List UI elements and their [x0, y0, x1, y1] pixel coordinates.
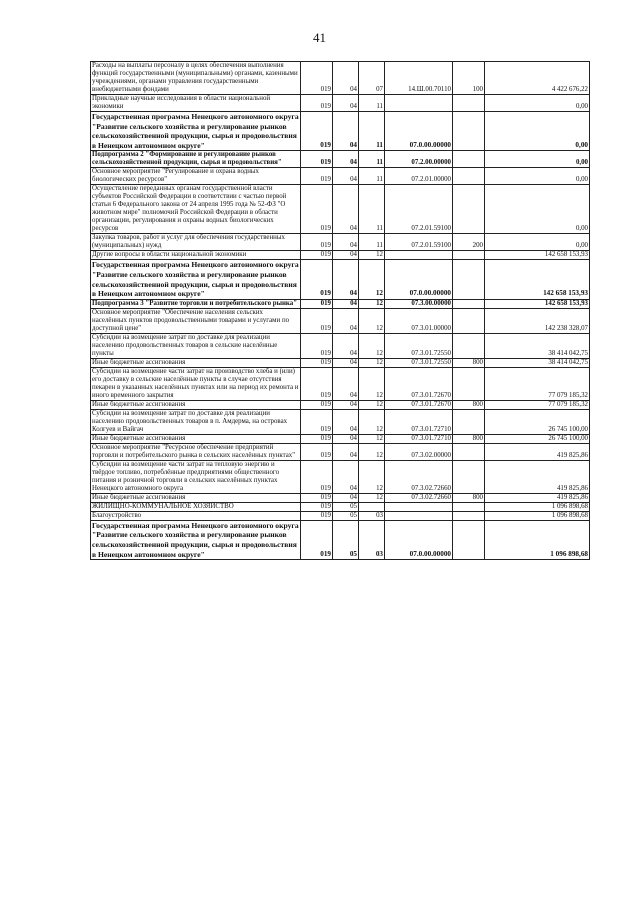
- table-row: [91, 400, 590, 409]
- row-name: Основное мероприятие "Регулирование и охрана водных биологических ресурсов": [91, 168, 301, 185]
- row-expense-type: [453, 443, 485, 460]
- row-subsection: 12: [359, 400, 385, 409]
- table-row: [91, 358, 590, 367]
- row-expense-type: [453, 168, 485, 185]
- row-expense-type: [453, 95, 485, 112]
- row-expense-type: 800: [453, 493, 485, 502]
- row-subsection: 12: [359, 493, 385, 502]
- row-subsection: [359, 502, 385, 511]
- row-target-article: [385, 251, 453, 260]
- table-row: [91, 443, 590, 460]
- row-expense-type: [453, 460, 485, 493]
- row-target-article: 07.0.00.00000: [385, 260, 453, 299]
- row-section: 05: [333, 502, 359, 511]
- row-amount: 77 079 185,32: [485, 367, 590, 400]
- row-subsection: 11: [359, 185, 385, 234]
- row-target-article: 07.3.01.72670: [385, 367, 453, 400]
- row-expense-type: 200: [453, 234, 485, 251]
- row-expense-type: 800: [453, 400, 485, 409]
- row-subsection: 12: [359, 367, 385, 400]
- row-target-article: 07.2.01.59100: [385, 185, 453, 234]
- row-name: Иные бюджетные ассигнования: [91, 400, 301, 409]
- row-amount: 142 658 153,93: [485, 260, 590, 299]
- table-row: [91, 308, 590, 333]
- row-admin-code: 019: [301, 151, 333, 168]
- row-subsection: 12: [359, 460, 385, 493]
- row-admin-code: 019: [301, 358, 333, 367]
- row-subsection: 11: [359, 112, 385, 151]
- row-target-article: 07.2.00.00000: [385, 151, 453, 168]
- row-name: Благоустройство: [91, 511, 301, 520]
- row-target-article: 07.3.01.72550: [385, 358, 453, 367]
- row-admin-code: 019: [301, 308, 333, 333]
- row-admin-code: 019: [301, 168, 333, 185]
- row-amount: 419 825,86: [485, 443, 590, 460]
- row-expense-type: 800: [453, 358, 485, 367]
- table-row: [91, 168, 590, 185]
- row-section: 04: [333, 151, 359, 168]
- row-subsection: 11: [359, 234, 385, 251]
- row-expense-type: [453, 112, 485, 151]
- row-subsection: 12: [359, 251, 385, 260]
- row-amount: 26 745 100,00: [485, 434, 590, 443]
- row-subsection: 12: [359, 358, 385, 367]
- row-section: 04: [333, 251, 359, 260]
- row-section: 04: [333, 493, 359, 502]
- row-target-article: 07.3.02.00000: [385, 443, 453, 460]
- row-name: Основное мероприятие "Обеспечение населения сельских населённых пунктов продовольственными товарами и услугами по доступной цене": [91, 308, 301, 333]
- row-target-article: 07.3.01.00000: [385, 308, 453, 333]
- row-name: Закупка товаров, работ и услуг для обеспечения государственных (муниципальных) нужд: [91, 234, 301, 251]
- row-section: 04: [333, 95, 359, 112]
- budget-table-body: [91, 62, 590, 560]
- row-amount: 77 079 185,32: [485, 400, 590, 409]
- row-amount: 38 414 042,75: [485, 358, 590, 367]
- row-section: 04: [333, 308, 359, 333]
- row-section: 04: [333, 299, 359, 308]
- row-admin-code: 019: [301, 511, 333, 520]
- row-subsection: 03: [359, 511, 385, 520]
- row-amount: 0,00: [485, 168, 590, 185]
- table-row: [91, 185, 590, 234]
- table-row: [91, 112, 590, 151]
- row-admin-code: 019: [301, 460, 333, 493]
- row-admin-code: 019: [301, 520, 333, 559]
- row-expense-type: [453, 151, 485, 168]
- row-name: Осуществление переданных органам государственной власти субъектов Российской Федерации в соответствии с частью первой статьи 6 Федерального закона от 24 апреля 1995 года № 52-ФЗ "О животном мире" полномочий Российской Федерации в области организации, регулирования и охраны водных биологических ресурсов: [91, 185, 301, 234]
- row-name: Государственная программа Ненецкого автономного округа "Развитие сельского хозяйства и регулирование рынков сельскохозяйственной продукции, сырья и продовольствия в Ненецком автономном округе": [92, 260, 299, 299]
- row-section: 04: [333, 400, 359, 409]
- row-amount: 142 238 328,07: [485, 308, 590, 333]
- row-admin-code: 019: [301, 434, 333, 443]
- row-expense-type: [453, 308, 485, 333]
- budget-table: [90, 61, 590, 560]
- row-section: 04: [333, 112, 359, 151]
- row-section: 04: [333, 168, 359, 185]
- table-row: [91, 367, 590, 400]
- row-target-article: 07.2.01.59100: [385, 234, 453, 251]
- row-name: Государственная программа Ненецкого автономного округа "Развитие сельского хозяйства и регулирование рынков сельскохозяйственной продукции, сырья и продовольствия в Ненецком автономном округе": [92, 520, 299, 559]
- row-subsection: 12: [359, 333, 385, 358]
- row-subsection: 12: [359, 260, 385, 299]
- row-section: 04: [333, 260, 359, 299]
- row-amount: 0,00: [485, 185, 590, 234]
- row-section: 04: [333, 358, 359, 367]
- row-target-article: 07.3.02.72660: [385, 493, 453, 502]
- row-section: 05: [333, 520, 359, 559]
- row-target-article: 07.3.01.72550: [385, 333, 453, 358]
- row-name: Подпрограмма 3 "Развитие торговли и потребительского рынка": [91, 299, 301, 308]
- row-target-article: 07.0.00.00000: [385, 112, 453, 151]
- page-number: 41: [313, 30, 326, 45]
- row-target-article: 07.3.00.00000: [385, 299, 453, 308]
- row-expense-type: [453, 502, 485, 511]
- row-admin-code: 019: [301, 234, 333, 251]
- row-target-article: 07.3.01.72710: [385, 409, 453, 434]
- row-name: Субсидии на возмещение затрат по доставке для реализации населению продовольственных товаров в сельские населённые пункты: [91, 333, 301, 358]
- row-name: Иные бюджетные ассигнования: [91, 434, 301, 443]
- row-section: 04: [333, 185, 359, 234]
- table-row: [91, 434, 590, 443]
- table-row: [91, 333, 590, 358]
- row-section: 04: [333, 409, 359, 434]
- table-row: [91, 520, 590, 559]
- row-section: 04: [333, 234, 359, 251]
- row-subsection: 12: [359, 443, 385, 460]
- row-admin-code: 019: [301, 333, 333, 358]
- row-admin-code: 019: [301, 112, 333, 151]
- row-admin-code: 019: [301, 400, 333, 409]
- row-section: 04: [333, 443, 359, 460]
- row-amount: 1 096 898,68: [485, 520, 590, 559]
- row-expense-type: [453, 260, 485, 299]
- row-expense-type: [453, 185, 485, 234]
- row-target-article: 07.2.01.00000: [385, 168, 453, 185]
- row-amount: 26 745 100,00: [485, 409, 590, 434]
- row-subsection: 03: [359, 520, 385, 559]
- row-admin-code: 019: [301, 502, 333, 511]
- table-row: [91, 62, 590, 95]
- row-amount: 1 096 898,68: [485, 511, 590, 520]
- row-expense-type: [453, 333, 485, 358]
- row-target-article: 14.Ш.00.70110: [385, 62, 453, 95]
- row-amount: 419 825,86: [485, 493, 590, 502]
- row-admin-code: 019: [301, 251, 333, 260]
- row-admin-code: 019: [301, 62, 333, 95]
- row-amount: 38 414 042,75: [485, 333, 590, 358]
- row-name: Государственная программа Ненецкого автономного округа "Развитие сельского хозяйства и регулирование рынков сельскохозяйственной продукции, сырья и продовольствия в Ненецком автономном округе": [92, 112, 299, 150]
- row-expense-type: [453, 299, 485, 308]
- table-row: [91, 260, 590, 299]
- table-row: [91, 502, 590, 511]
- row-expense-type: [453, 367, 485, 400]
- row-amount: 142 658 153,93: [485, 251, 590, 260]
- row-subsection: 12: [359, 308, 385, 333]
- row-section: 04: [333, 434, 359, 443]
- row-section: 04: [333, 367, 359, 400]
- row-amount: 419 825,86: [485, 460, 590, 493]
- row-admin-code: 019: [301, 260, 333, 299]
- row-name: ЖИЛИЩНО-КОММУНАЛЬНОЕ ХОЗЯЙСТВО: [91, 502, 301, 511]
- row-name: Субсидии на возмещение части затрат на тепловую энергию и твёрдое топливо, потреблённые предприятиями общественного питания и розничной торговли в сельских населённых пунктах Ненецкого автономного округа: [91, 460, 301, 493]
- row-admin-code: 019: [301, 185, 333, 234]
- row-expense-type: 100: [453, 62, 485, 95]
- row-expense-type: [453, 511, 485, 520]
- row-admin-code: 019: [301, 493, 333, 502]
- row-target-article: [385, 95, 453, 112]
- row-amount: 1 096 898,68: [485, 502, 590, 511]
- row-target-article: [385, 511, 453, 520]
- row-amount: 0,00: [485, 95, 590, 112]
- row-section: 04: [333, 333, 359, 358]
- row-name: Субсидии на возмещение затрат по доставке для реализации населению продовольственных товаров в п. Амдерма, на островах Колгуев и Вайгач: [91, 409, 301, 434]
- row-subsection: 12: [359, 434, 385, 443]
- row-admin-code: 019: [301, 443, 333, 460]
- row-admin-code: 019: [301, 299, 333, 308]
- row-admin-code: 019: [301, 95, 333, 112]
- table-row: [91, 151, 590, 168]
- row-target-article: 07.3.02.72660: [385, 460, 453, 493]
- row-subsection: 07: [359, 62, 385, 95]
- row-expense-type: 800: [453, 434, 485, 443]
- row-expense-type: [453, 520, 485, 559]
- row-name: Расходы на выплаты персоналу в целях обеспечения выполнения функций государственными (муниципальными) органами, казенными учреждениями, органами управления государственными внебюджетными фондами: [91, 62, 301, 95]
- row-subsection: 11: [359, 168, 385, 185]
- row-name: Субсидии на возмещение части затрат на производство хлеба и (или) его доставку в сельские населённые пункты в случае отсутствия пекарен в указанных населённых пунктах или на период их ремонта и иного временного закрытия: [91, 367, 301, 400]
- row-name: Основное мероприятие "Ресурсное обеспечение предприятий торговли и потребительского рынка в сельских населённых пунктах": [91, 443, 301, 460]
- table-row: [91, 409, 590, 434]
- row-amount: 0,00: [485, 234, 590, 251]
- row-target-article: 07.3.01.72710: [385, 434, 453, 443]
- row-expense-type: [453, 251, 485, 260]
- table-row: [91, 511, 590, 520]
- table-row: [91, 95, 590, 112]
- row-admin-code: 019: [301, 367, 333, 400]
- table-row: [91, 460, 590, 493]
- row-subsection: 11: [359, 95, 385, 112]
- row-section: 04: [333, 62, 359, 95]
- row-name: Иные бюджетные ассигнования: [91, 358, 301, 367]
- row-name: Иные бюджетные ассигнования: [91, 493, 301, 502]
- row-name: Подпрограмма 2 "Формирование и регулирование рынков сельскохозяйственной продукции, сырья и продовольствия": [91, 151, 301, 168]
- row-expense-type: [453, 409, 485, 434]
- table-row: [91, 234, 590, 251]
- row-target-article: 07.3.01.72670: [385, 400, 453, 409]
- row-name: Прикладные научные исследования в области национальной экономики: [91, 95, 301, 112]
- table-row: [91, 493, 590, 502]
- row-name: Другие вопросы в области национальной экономики: [91, 251, 301, 260]
- row-amount: 4 422 676,22: [485, 62, 590, 95]
- row-amount: 142 658 153,93: [485, 299, 590, 308]
- table-row: [91, 251, 590, 260]
- row-target-article: 07.0.00.00000: [385, 520, 453, 559]
- row-target-article: [385, 502, 453, 511]
- table-row: [91, 299, 590, 308]
- row-subsection: 12: [359, 299, 385, 308]
- row-amount: 0,00: [485, 151, 590, 168]
- row-subsection: 11: [359, 151, 385, 168]
- row-section: 05: [333, 511, 359, 520]
- row-section: 04: [333, 460, 359, 493]
- row-admin-code: 019: [301, 409, 333, 434]
- row-amount: 0,00: [485, 112, 590, 151]
- row-subsection: 12: [359, 409, 385, 434]
